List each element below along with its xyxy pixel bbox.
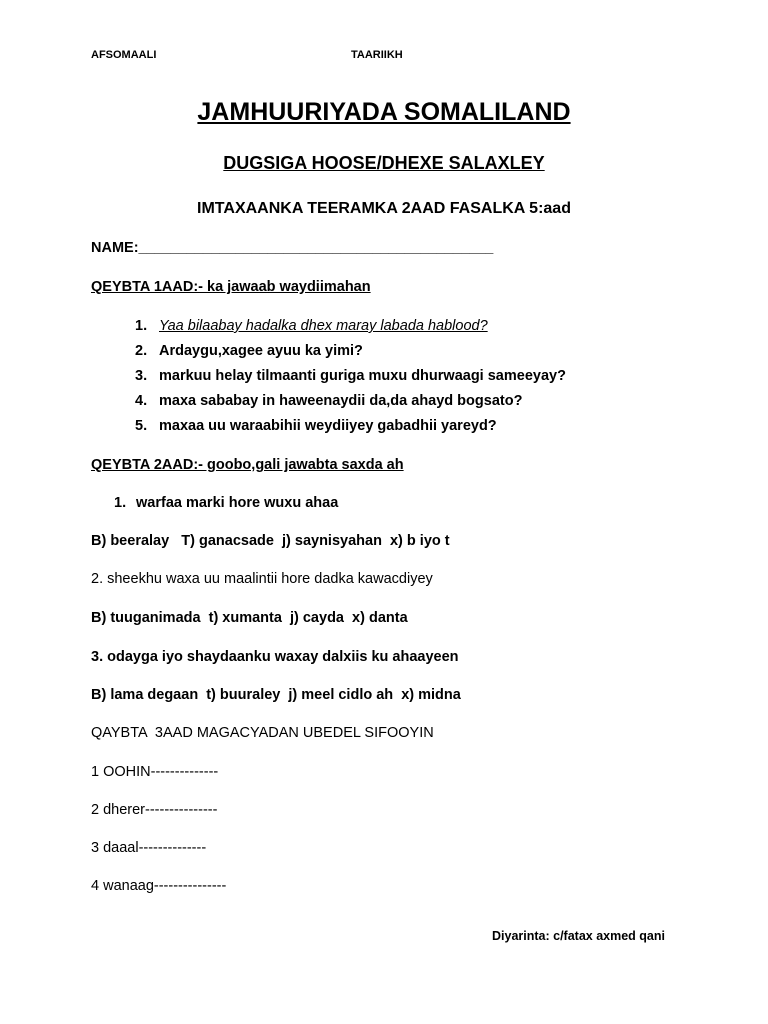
question-text: markuu helay tilmaanti guriga muxu dhurwaagi sameeyay? bbox=[159, 368, 566, 384]
question-text: maxa sababay in haweenaydii da,da ahayd bogsato? bbox=[159, 393, 523, 409]
section3-item: 4 wanaag--------------- bbox=[91, 878, 227, 894]
section2-q3-text: 3. odayga iyo shaydaanku waxay dalxiis ku ahaayeen bbox=[91, 649, 459, 665]
subject-label: AFSOMAALI bbox=[91, 49, 157, 61]
question-number: 1. bbox=[135, 318, 148, 334]
section2-q1-text: warfaa marki hore wuxu ahaa bbox=[136, 495, 339, 511]
section2-q1-number: 1. bbox=[114, 495, 127, 511]
section2-q2-text: 2. sheekhu waxa uu maalintii hore dadka kawacdiyey bbox=[91, 571, 433, 587]
section3-item: 1 OOHIN-------------- bbox=[91, 764, 219, 780]
question-text: Yaa bilaabay hadalka dhex maray labada hablood? bbox=[159, 318, 488, 334]
section1-heading: QEYBTA 1AAD:- ka jawaab waydiimahan bbox=[91, 279, 371, 295]
question-number: 5. bbox=[135, 418, 148, 434]
section2-q2-options: B) tuuganimada t) xumanta j) cayda x) danta bbox=[91, 610, 408, 626]
question-item bbox=[135, 367, 566, 392]
section1-question-list bbox=[135, 317, 566, 442]
question-number: 3. bbox=[135, 368, 148, 384]
topic-label: TAARIIKH bbox=[351, 49, 403, 61]
name-field: NAME:____________________________________________ bbox=[91, 240, 494, 256]
section3-heading: QAYBTA 3AAD MAGACYADAN UBEDEL SIFOOYIN bbox=[91, 725, 434, 741]
section3-item: 2 dherer--------------- bbox=[91, 802, 218, 818]
question-item bbox=[135, 317, 566, 342]
section3-item: 3 daaal-------------- bbox=[91, 840, 207, 856]
school-name: DUGSIGA HOOSE/DHEXE SALAXLEY bbox=[223, 153, 545, 173]
author-credit: Diyarinta: c/fatax axmed qani bbox=[492, 929, 665, 943]
section2-heading: QEYBTA 2AAD:- goobo,gali jawabta saxda ah bbox=[91, 457, 404, 473]
question-item bbox=[135, 392, 566, 417]
question-text: Ardaygu,xagee ayuu ka yimi? bbox=[159, 343, 363, 359]
section2-q3-options: B) lama degaan t) buuraley j) meel cidlo ah x) midna bbox=[91, 687, 461, 703]
page-title: JAMHUURIYADA SOMALILAND bbox=[197, 98, 571, 126]
question-number: 2. bbox=[135, 343, 148, 359]
section2-q1-options: B) beeralay T) ganacsade j) saynisyahan x) b iyo t bbox=[91, 533, 450, 549]
question-text: maxaa uu waraabihii weydiiyey gabadhii yareyd? bbox=[159, 418, 497, 434]
question-number: 4. bbox=[135, 393, 148, 409]
exam-title: IMTAXAANKA TEERAMKA 2AAD FASALKA 5:aad bbox=[197, 200, 571, 217]
question-item bbox=[135, 417, 566, 442]
question-item bbox=[135, 342, 566, 367]
